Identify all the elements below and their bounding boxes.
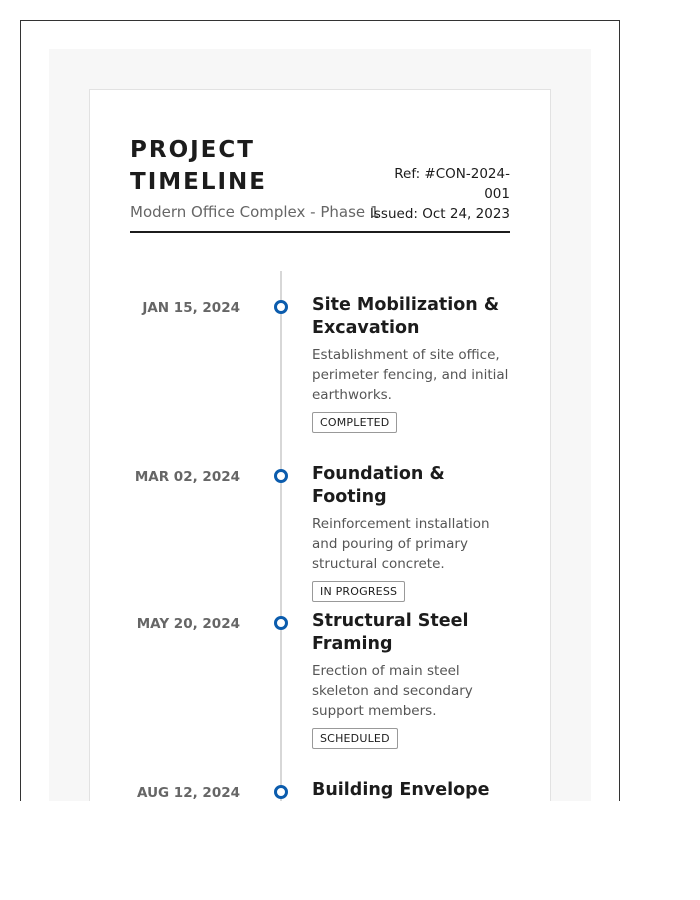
event-date: AUG 12, 2024 <box>137 785 240 801</box>
timeline-sheet <box>89 89 551 801</box>
status-badge: IN PROGRESS <box>312 581 405 602</box>
event-title: Building Envelope <box>312 780 490 800</box>
event-body <box>312 779 517 801</box>
event-date: MAY 20, 2024 <box>136 616 240 632</box>
status-badge: SCHEDULED <box>312 728 398 749</box>
timeline-node-icon <box>274 616 288 630</box>
timeline-line <box>280 271 282 801</box>
event-description: Reinforcement installation and pouring of primary structural concrete. <box>312 516 490 572</box>
document-meta <box>369 166 510 224</box>
event-description: Establishment of site office, perimeter fencing, and initial earthworks. <box>312 347 509 403</box>
timeline-node-icon <box>274 785 288 799</box>
event-body <box>312 463 517 602</box>
event-description: Erection of main steel skeleton and secondary support members. <box>312 663 473 719</box>
status-badge: COMPLETED <box>312 412 397 433</box>
document-header <box>130 134 510 233</box>
reference-number: Ref: #CON-2024-001 <box>394 166 510 202</box>
event-body <box>312 610 517 749</box>
page-frame <box>20 20 620 801</box>
timeline-node-icon <box>274 300 288 314</box>
event-title: Site Mobilization & Excavation <box>312 295 500 338</box>
event-body <box>312 294 517 433</box>
document-background <box>49 49 591 801</box>
issue-date: Issued: Oct 24, 2023 <box>369 206 510 222</box>
event-title: Structural Steel Framing <box>312 611 469 654</box>
page-title: PROJECT TIMELINE <box>130 137 268 195</box>
event-date: JAN 15, 2024 <box>142 300 240 316</box>
event-title: Foundation & Footing <box>312 464 445 507</box>
event-date: MAR 02, 2024 <box>134 469 240 485</box>
project-subtitle: Modern Office Complex - Phase 1 <box>130 203 380 221</box>
timeline-node-icon <box>274 469 288 483</box>
